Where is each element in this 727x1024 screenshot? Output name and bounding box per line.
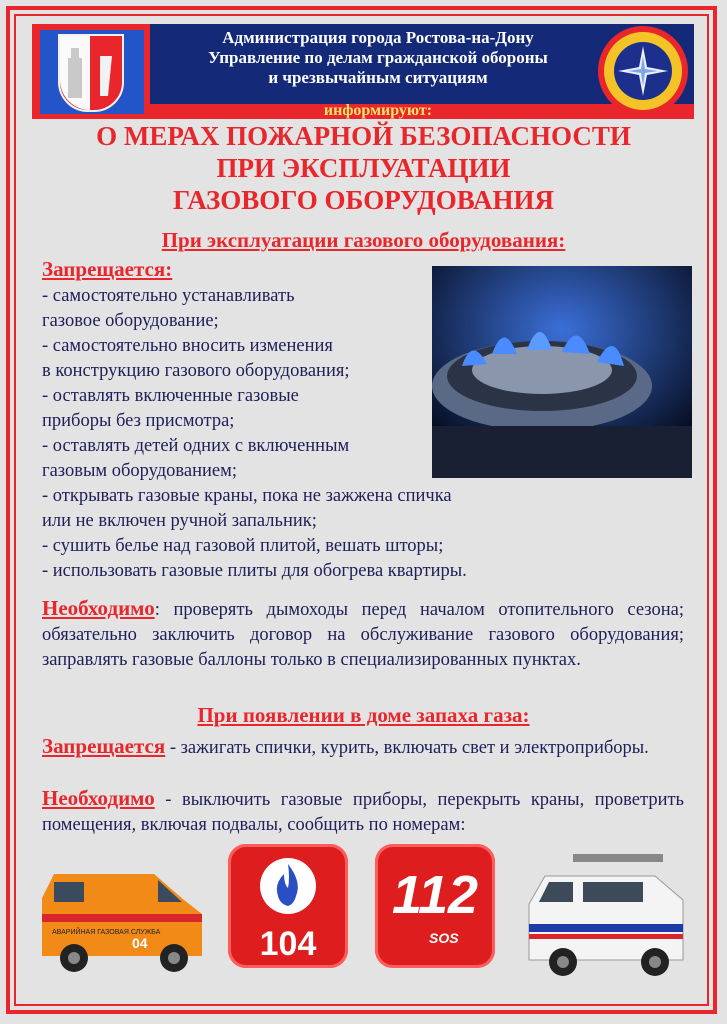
- list-item: - оставлять детей одних с включенным: [42, 436, 350, 456]
- header-line-3: и чрезвычайным ситуациям: [268, 68, 488, 87]
- van-label: АВАРИЙНАЯ ГАЗОВАЯ СЛУЖБА: [52, 929, 161, 936]
- section1-required-text: : проверять дымоходы перед началом отопительного сезона; обязательно заключить договор на обслуживание газового оборудования; заправлять газовые баллоны только в специализированных пунктах.: [42, 600, 684, 670]
- list-item: газовым оборудованием;: [42, 461, 237, 481]
- list-item: газовое оборудование;: [42, 311, 219, 331]
- list-item: - самостоятельно устанавливать: [42, 286, 295, 306]
- title-line-2: ПРИ ЭКСПЛУАТАЦИИ: [216, 153, 511, 183]
- section2-required-text: - выключить газовые приборы, перекрыть краны, проветрить помещения, включая подвалы, сообщить по номерам:: [42, 790, 684, 835]
- list-item: - оставлять включенные газовые: [42, 386, 299, 406]
- list-item: - самостоятельно вносить изменения: [42, 336, 333, 356]
- forbidden-list: [42, 284, 702, 584]
- section2-heading: При появлении в доме запаха газа:: [197, 703, 530, 727]
- section1-heading: При эксплуатации газового оборудования:: [161, 228, 566, 252]
- civil-defense-emblem-icon: [598, 26, 688, 116]
- header-text: [162, 28, 594, 88]
- coat-of-arms-icon: [32, 24, 150, 119]
- section2-forbidden-paragraph: [42, 734, 684, 761]
- section1-forbidden-label: Запрещается:: [42, 257, 173, 281]
- section2-forbidden-label: Запрещается: [42, 734, 166, 758]
- section1-required-label: Необходимо: [42, 596, 155, 620]
- list-item: - открывать газовые краны, пока не зажжена спичка: [42, 486, 452, 506]
- header-banner: [32, 24, 694, 119]
- page-title: [30, 120, 697, 216]
- list-item: - использовать газовые плиты для обогрева квартиры.: [42, 561, 467, 581]
- rescue-number: 112: [391, 865, 479, 925]
- title-line-3: ГАЗОВОГО ОБОРУДОВАНИЯ: [172, 185, 555, 215]
- header-line-1: Администрация города Ростова-на-Дону: [222, 28, 534, 47]
- header-line-2: Управление по делам гражданской обороны: [208, 48, 548, 67]
- section1-required-paragraph: [42, 596, 684, 673]
- list-item: или не включен ручной запальник;: [42, 511, 317, 531]
- gas-service-van: [34, 858, 209, 983]
- list-item: приборы без присмотра;: [42, 411, 235, 431]
- title-line-1: О МЕРАХ ПОЖАРНОЙ БЕЗОПАСНОСТИ: [96, 121, 631, 151]
- rescue-van: [523, 848, 691, 987]
- section2-forbidden-text: - зажигать спички, курить, включать свет и электроприборы.: [165, 738, 649, 758]
- gas-emergency-104-tile: [228, 844, 348, 968]
- list-item: в конструкцию газового оборудования;: [42, 361, 350, 381]
- section2-required-paragraph: [42, 786, 684, 838]
- informs-label: информируют:: [323, 102, 433, 119]
- section2-required-label: Необходимо: [42, 786, 155, 810]
- list-item: - сушить белье над газовой плитой, вешать шторы;: [42, 536, 444, 556]
- sos-label: SOS: [429, 930, 459, 946]
- rescue-112-tile: [375, 844, 495, 968]
- van-number: 04: [132, 935, 148, 951]
- gas-number: 104: [259, 925, 317, 963]
